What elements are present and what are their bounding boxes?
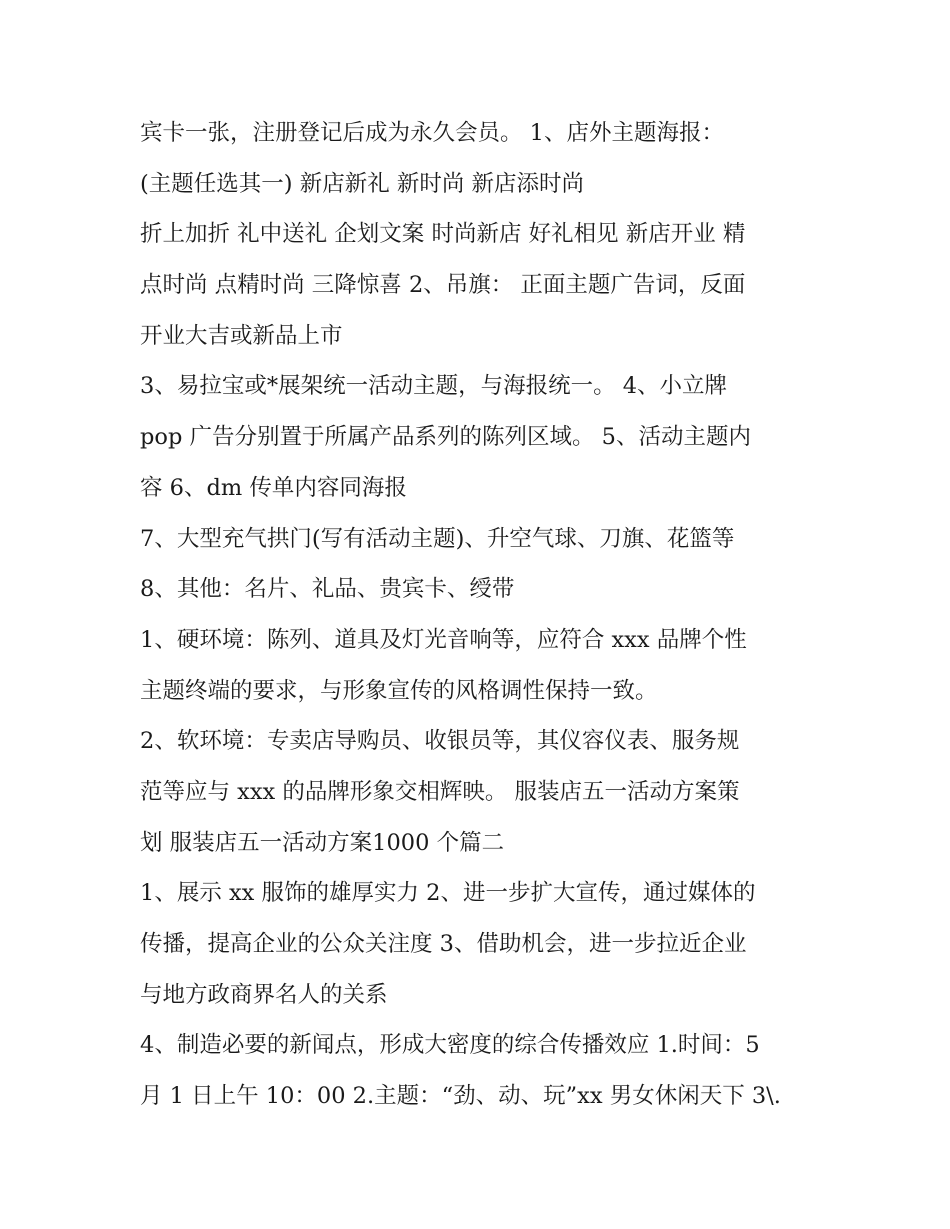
text-line-6: 3、易拉宝或*展架统一活动主题，与海报统一。 4、小立牌: [140, 373, 728, 400]
text-line-12: 主题终端的要求，与形象宣传的风格调性保持一致。: [140, 677, 658, 704]
text-line-8: 容 6、dm 传单内容同海报: [140, 474, 407, 501]
text-line-1: 宾卡一张，注册登记后成为永久会员。 1、店外主题海报：: [140, 120, 724, 146]
text-line-14: 范等应与 xxx 的品牌形象交相辉映。 服装店五一活动方案策: [140, 778, 740, 805]
text-line-19: 4、制造必要的新闻点，形成大密度的综合传播效应 1.时间：5: [140, 1032, 760, 1059]
text-line-4: 点时尚 点精时尚 三降惊喜 2、吊旗： 正面主题广告词，反面: [140, 272, 746, 299]
document-body: [140, 108, 820, 1122]
text-line-18: 与地方政商界名人的关系: [140, 981, 388, 1008]
text-line-3: 折上加折 礼中送礼 企划文案 时尚新店 好礼相见 新店开业 精: [140, 221, 746, 248]
text-line-9: 7、大型充气拱门(写有活动主题)、升空气球、刀旗、花篮等: [140, 525, 735, 552]
text-line-10: 8、其他：名片、礼品、贵宾卡、绶带: [140, 576, 515, 603]
text-line-11: 1、硬环境：陈列、道具及灯光音响等，应符合 xxx 品牌个性: [140, 626, 747, 653]
text-line-7: pop 广告分别置于所属产品系列的陈列区域。 5、活动主题内: [140, 424, 751, 451]
text-line-16: 1、展示 xx 服饰的雄厚实力 2、进一步扩大宣传，通过媒体的: [140, 880, 756, 907]
text-line-17: 传播，提高企业的公众关注度 3、借助机会，进一步拉近企业: [140, 931, 747, 957]
text-line-15: 划 服装店五一活动方案1000 个篇二: [140, 829, 505, 856]
text-line-20: 月 1 日上午 10：00 2.主题：“劲、动、玩”xx 男女休闲天下 3\.: [140, 1083, 781, 1110]
text-line-13: 2、软环境：专卖店导购员、收银员等，其仪容仪表、服务规: [140, 728, 740, 755]
text-line-5: 开业大吉或新品上市: [140, 322, 343, 349]
text-line-2: (主题任选其一) 新店新礼 新时尚 新店添时尚: [140, 170, 585, 197]
